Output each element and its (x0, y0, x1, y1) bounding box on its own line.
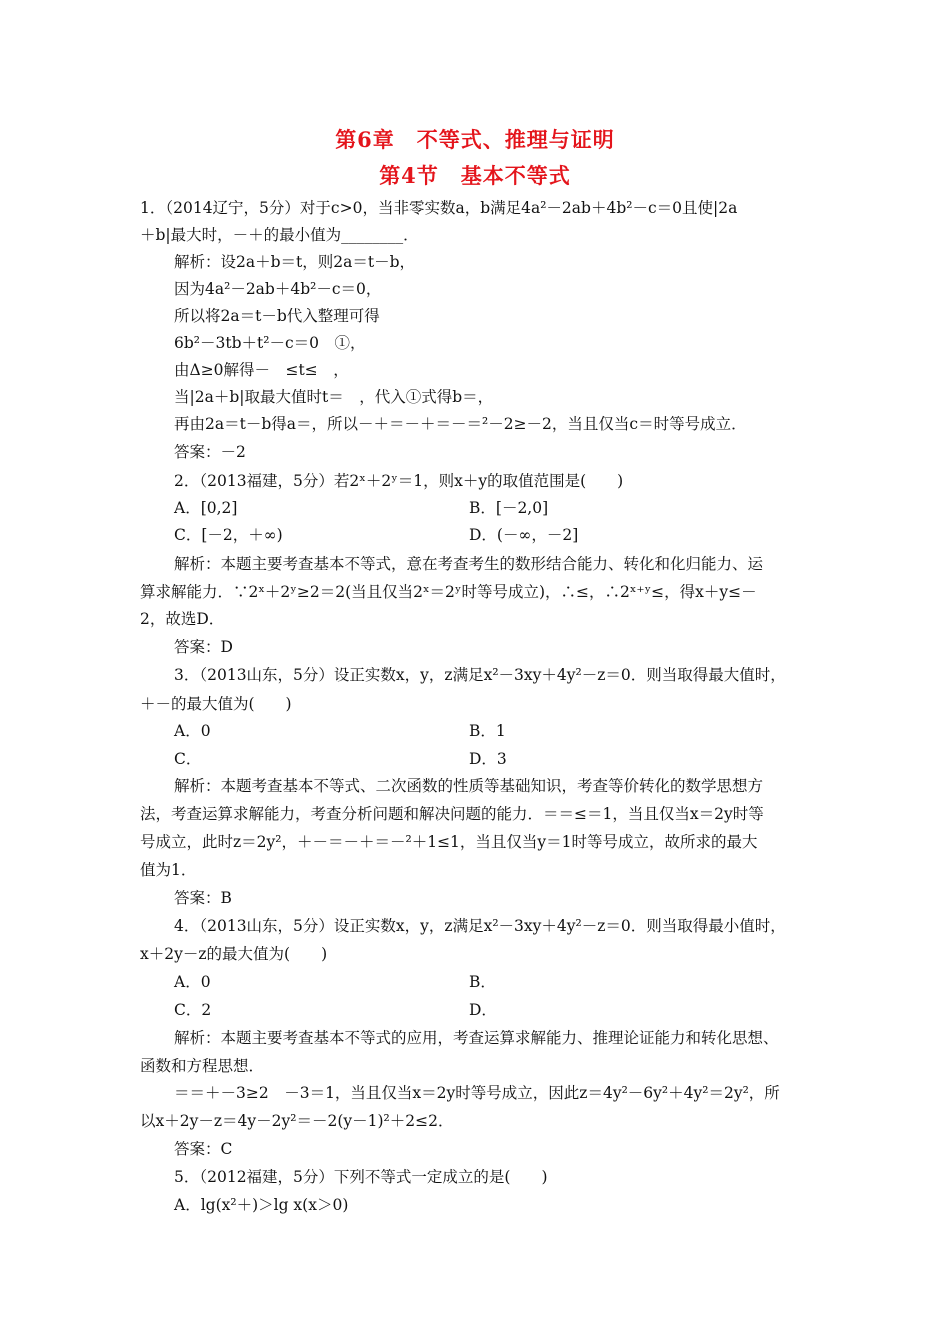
q2-solution-line3: 2，故选D． (140, 610, 225, 628)
q1-stem-line2: ＋b|最大时，－＋的最小值为________． (140, 226, 419, 244)
q1-stem-line1: 1．（2014辽宁，5分）对于c>0，当非零实数a，b满足4a²－2ab＋4b²－c＝0且使|2a (140, 199, 738, 217)
q2-solution-line2: 算求解能力．∵2ˣ＋2ʸ≥2＝2(当且仅当2ˣ＝2ʸ时等号成立)，∴≤，∴2ˣ⁺ʸ≤，得x＋y≤－ (140, 583, 757, 601)
chapter-title: 第6章 不等式、推理与证明 (335, 127, 615, 152)
q4-solution-line4: 以x＋2y－z＝4y－2y²＝－2(y－1)²＋2≤2． (140, 1112, 454, 1130)
q1-solution-line4: 6b²－3tb＋t²－c＝0 ①， (174, 334, 366, 352)
q3-option-b: B．1 (469, 722, 506, 740)
q4-option-d: D． (469, 1001, 497, 1019)
q3-option-d: D．3 (469, 750, 507, 768)
q3-solution-line1: 解析：本题考查基本不等式、二次函数的性质等基础知识，考查等价转化的数学思想方 (174, 777, 764, 795)
q2-stem: 2．（2013福建，5分）若2ˣ＋2ʸ＝1，则x＋y的取值范围是( ) (174, 472, 624, 490)
q1-solution-line1: 解析：设2a＋b＝t，则2a＝t－b， (174, 253, 416, 271)
q1-solution-line6: 当|2a＋b|取最大值时t＝ ，代入①式得b＝， (174, 388, 494, 406)
q3-stem-line1: 3．（2013山东，5分）设正实数x，y，z满足x²－3xy＋4y²－z＝0．则当取得最大值时， (174, 666, 786, 684)
q2-option-b: B．[－2,0] (469, 499, 549, 517)
q2-solution-line1: 解析：本题主要考查基本不等式，意在考查考生的数形结合能力、转化和化归能力、运 (174, 555, 764, 573)
q3-solution-line4: 值为1． (140, 861, 197, 879)
q4-option-b: B． (469, 973, 496, 991)
q2-option-d: D．(－∞，－2] (469, 526, 579, 544)
q4-stem-line2: x＋2y－z的最大值为( ) (140, 945, 328, 963)
q1-solution-line5: 由Δ≥0解得－ ≤t≤ ， (174, 361, 349, 379)
q4-solution-line3: ＝＝＋－3≥2 －3＝1，当且仅当x＝2y时等号成立，因此z＝4y²－6y²＋4y²＝2y²，所 (174, 1084, 780, 1102)
q5-stem: 5．（2012福建，5分）下列不等式一定成立的是( ) (174, 1168, 548, 1186)
q3-stem-line2: ＋－的最大值为( ) (140, 695, 292, 713)
q3-solution-line2: 法，考查运算求解能力，考查分析问题和解决问题的能力．＝＝≤＝1，当且仅当x＝2y时等 (140, 805, 764, 823)
q3-answer: 答案：B (174, 889, 232, 907)
q1-solution-line3: 所以将2a＝t－b代入整理可得 (174, 307, 380, 325)
q4-answer: 答案：C (174, 1140, 233, 1158)
q4-solution-line1: 解析：本题主要考查基本不等式的应用，考查运算求解能力、推理论证能力和转化思想、 (174, 1029, 779, 1047)
q5-option-a: A．lg(x²＋)＞lg x(x＞0) (174, 1196, 349, 1214)
q4-solution-line2: 函数和方程思想． (140, 1057, 265, 1075)
q4-stem-line1: 4．（2013山东，5分）设正实数x，y，z满足x²－3xy＋4y²－z＝0．则当取得最小值时， (174, 917, 786, 935)
q1-solution-line2: 因为4a²－2ab＋4b²－c＝0， (174, 280, 382, 298)
q2-option-c: C．[－2，＋∞) (174, 526, 283, 544)
q4-option-a: A．0 (174, 973, 211, 991)
q1-solution-line7: 再由2a＝t－b得a＝，所以－＋＝－＋＝－＝²－2≥－2，当且仅当c＝时等号成立． (174, 415, 747, 433)
q2-answer: 答案：D (174, 638, 233, 656)
section-title: 第4节 基本不等式 (379, 163, 571, 188)
q3-option-a: A．0 (174, 722, 211, 740)
q2-option-a: A．[0,2] (174, 499, 238, 517)
q3-option-c: C． (174, 750, 202, 768)
q1-answer: 答案：－2 (174, 443, 246, 461)
q4-option-c: C．2 (174, 1001, 212, 1019)
q3-solution-line3: 号成立，此时z＝2y²，＋－＝－＋＝－²＋1≤1，当且仅当y＝1时等号成立，故所求的最大 (140, 833, 758, 851)
